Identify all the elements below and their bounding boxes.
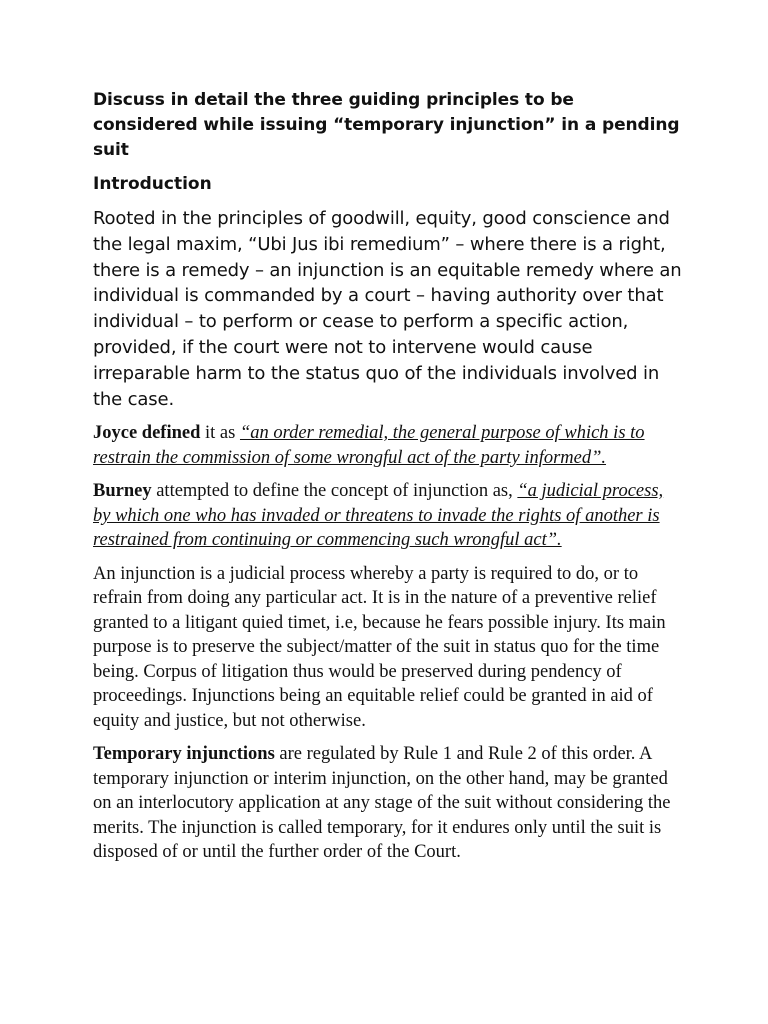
joyce-lead-text: it as bbox=[200, 423, 240, 444]
temporary-injunctions-paragraph bbox=[93, 742, 683, 865]
introduction-heading: Introduction bbox=[93, 174, 212, 194]
burney-name: Burney bbox=[93, 481, 152, 502]
joyce-quote: “an order remedial, the general purpose of which is to restrain the commission of some wrongful act of the party informed”. bbox=[93, 423, 645, 468]
document-page bbox=[93, 88, 683, 874]
temporary-injunctions-term: Temporary injunctions bbox=[93, 744, 275, 765]
burney-definition-paragraph bbox=[93, 479, 683, 553]
temporary-injunctions-text: are regulated by Rule 1 and Rule 2 of this order. A temporary injunction or interim injunction, on the other hand, may be granted on an interlocutory application at any stage of the suit without considering the merits. The injunction is called temporary, for it endures only until the suit is disposed of or until the further order of the Court. bbox=[93, 744, 671, 863]
burney-lead-text: attempted to define the concept of injunction as, bbox=[151, 481, 518, 502]
document-title: Discuss in detail the three guiding principles to be considered while issuing “temporary injunction” in a pending suit bbox=[93, 90, 680, 160]
burney-quote: “a judicial process, by which one who has invaded or threatens to invade the rights of another is restrained from continuing or commencing such wrongful act”. bbox=[93, 481, 664, 551]
joyce-name: Joyce defined bbox=[93, 423, 201, 444]
injunction-explanation-paragraph: An injunction is a judicial process whereby a party is required to do, or to refrain from doing any particular act. It is in the nature of a preventive relief granted to a litigant quied timet, i.e, because he fears possible injury. Its main purpose is to preserve the subject/matter of the suit in status quo for the time being. Corpus of litigation thus would be preserved during pendency of proceedings. Injunctions being an equitable relief could be granted in aid of equity and justice, but not otherwise. bbox=[93, 563, 666, 731]
joyce-definition-paragraph bbox=[93, 421, 683, 470]
introduction-paragraph: Rooted in the principles of goodwill, equity, good conscience and the legal maxim, “Ubi Jus ibi remedium” – where there is a right, there is a remedy – an injunction is an equitable remedy where an individual is commanded by a court – having authority over that individual – to perform or cease to perform a specific action, provided, if the court were not to intervene would cause irreparable harm to the status quo of the individuals involved in the case. bbox=[93, 208, 682, 410]
